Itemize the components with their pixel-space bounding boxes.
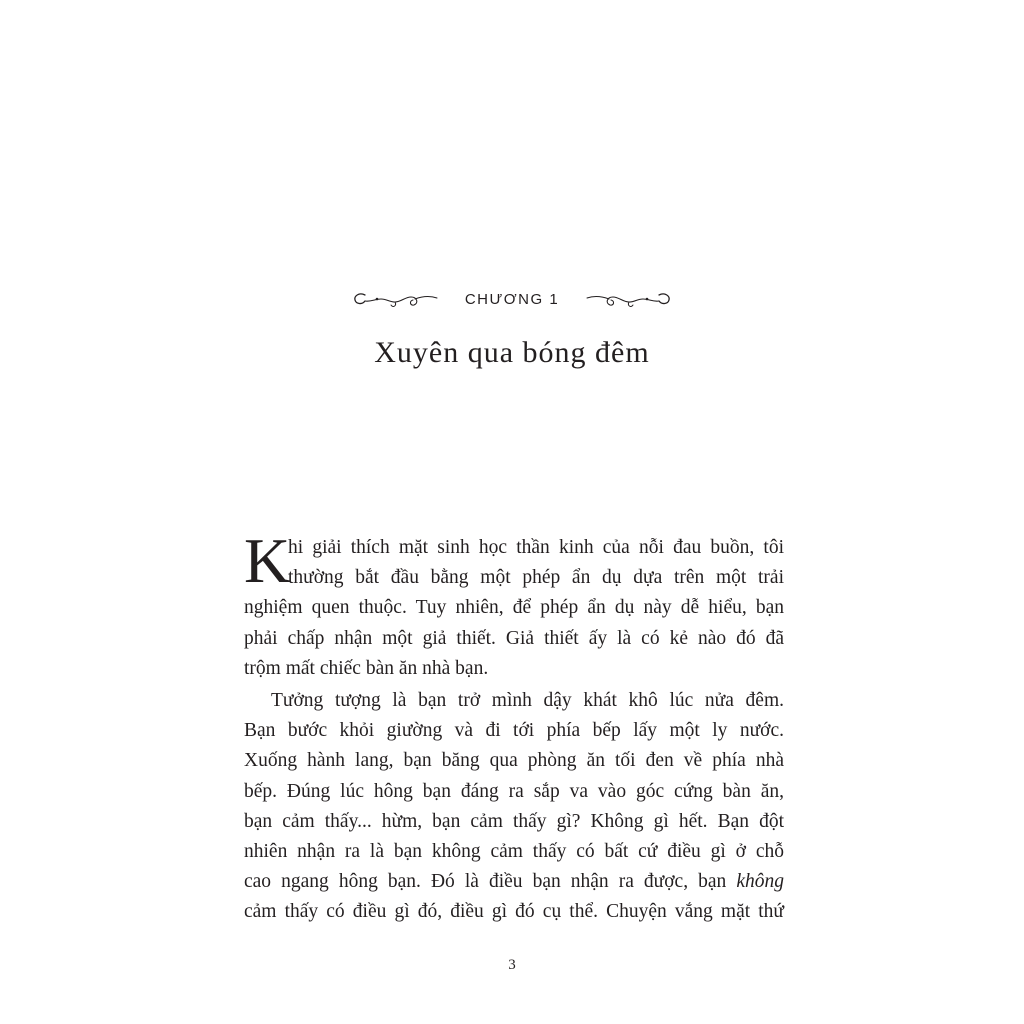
text-line-with-italic bbox=[244, 867, 784, 897]
text-line: Tưởng tượng là bạn trở mình dậy khát khô lúc nửa đêm. bbox=[271, 689, 784, 711]
right-flourish-icon bbox=[573, 287, 673, 311]
paragraph-1 bbox=[244, 525, 784, 684]
text-line: phải chấp nhận một giả thiết. Giả thiết ấy là có kẻ nào đó đã bbox=[244, 627, 784, 649]
paragraph-2 bbox=[244, 686, 784, 928]
text-line-prefix: cao ngang hông bạn. Đó là điều bạn nhận ra được, bạn bbox=[244, 871, 737, 893]
text-line: bạn cảm thấy... hừm, bạn cảm thấy gì? Không gì hết. Bạn đột bbox=[244, 810, 784, 832]
text-line: bếp. Đúng lúc hông bạn đáng ra sắp va vào góc cứng bàn ăn, bbox=[244, 780, 784, 802]
italic-emphasis: không bbox=[736, 871, 784, 893]
text-line: Xuống hành lang, bạn băng qua phòng ăn tối đen về phía nhà bbox=[244, 750, 784, 772]
text-line: Bạn bước khỏi giường và đi tới phía bếp lấy một ly nước. bbox=[244, 720, 784, 742]
text-line: cảm thấy có điều gì đó, điều gì đó cụ thể. Chuyện vắng mặt thứ bbox=[244, 901, 784, 923]
text-line: trộm mất chiếc bàn ăn nhà bạn. bbox=[244, 657, 489, 679]
left-flourish-icon bbox=[351, 287, 451, 311]
text-line: thường bắt đầu bằng một phép ẩn dụ dựa trên một trải bbox=[288, 567, 784, 589]
chapter-title: Xuyên qua bóng đêm bbox=[374, 336, 650, 369]
page-number: 3 bbox=[508, 957, 516, 973]
drop-cap: K bbox=[244, 525, 291, 596]
text-line: nhiên nhận ra là bạn không cảm thấy có bất cứ điều gì ở chỗ bbox=[244, 840, 784, 862]
chapter-label: CHƯƠNG 1 bbox=[464, 290, 560, 308]
chapter-heading-row bbox=[0, 284, 1024, 314]
text-line: hi giải thích mặt sinh học thần kinh của nỗi đau buồn, tôi bbox=[288, 537, 784, 558]
chapter-body bbox=[244, 525, 784, 927]
text-line: nghiệm quen thuộc. Tuy nhiên, để phép ẩn dụ này dễ hiểu, bạn bbox=[244, 597, 784, 619]
